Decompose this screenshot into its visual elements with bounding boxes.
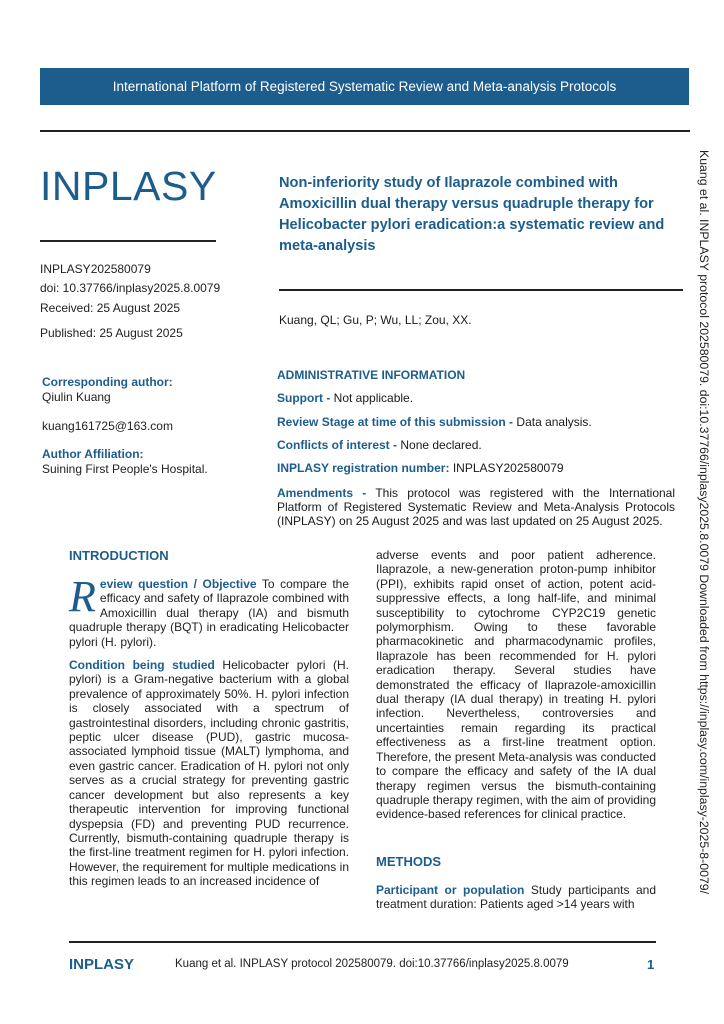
header-rule — [40, 130, 690, 132]
support-label: Support - — [277, 391, 331, 405]
admin-conflicts — [277, 438, 675, 452]
corresponding-author-email[interactable]: kuang161725@163.com — [42, 419, 173, 433]
intro-continuation: adverse events and poor patient adherence. Ilaprazole, a new-generation proton-pump inhibitor (PPI), exhibits rapid onset of action, potent acid-suppressive effects, a long half-life, and minimal susceptibility to cytochrome CYP2C19 genetic polymorphism. Owing to these favorable pharmacokinetic and pharmacodynamic profiles, Ilaprazole has been recommended for H. pylori eradication therapy. Several studies have demonstrated the efficacy of Ilaprazole-amoxicillin dual therapy (IA dual therapy) in treating H. pylori infection. Nevertheless, controversies and uncertainties remain regarding its practical effectiveness as a first-line treatment option. Therefore, the present Meta-analysis was conducted to compare the efficacy and safety of the IA dual therapy regimen versus the bismuth-containing quadruple therapy regimen, with the aim of providing evidence-based references for clinical practice. — [376, 548, 656, 822]
admin-heading: ADMINISTRATIVE INFORMATION — [277, 368, 466, 382]
condition-text: Helicobacter pylori (H. pylori) is a Gram-negative bacterium with a global prevalence of approximately 50%. H. pylori infection is closely associated with a spectrum of gastrointestinal disorders, including chronic gastritis, peptic ulcer disease (PUD), gastric mucosa-associated lymphoid tissue (MALT) lymphoma, and even gastric cancer. Eradication of H. pylori not only serves as a crucial strategy for preventing gastric cancer development but also represents a key therapeutic intervention for improving functional dyspepsia (FD) and preventing PUD recurrence. Currently, bismuth-containing quadruple therapy is the first-line treatment regimen for H. pylori infection. However, the requirement for multiple medications in this regimen leads to an increased incidence of — [69, 658, 349, 889]
conflicts-value: None declared. — [397, 438, 482, 452]
doi-text[interactable]: doi: 10.37766/inplasy2025.8.0079 — [40, 281, 221, 295]
corresponding-author-name: Qiulin Kuang — [42, 390, 111, 404]
registration-value: INPLASY202580079 — [449, 461, 564, 475]
corresponding-author-label: Corresponding author: — [42, 375, 173, 389]
page-number: 1 — [647, 957, 655, 972]
registration-label: INPLASY registration number: — [277, 461, 450, 475]
review-question-text: To compare the efficacy and safety of Ilaprazole combined with Amoxicillin dual therapy (IA) and bismuth quadruple therapy (BQT) in eradicating Helicobacter pylori (H. pylori). — [69, 577, 350, 649]
intro-column-left — [69, 572, 350, 889]
methods-paragraph — [376, 883, 656, 912]
footer-citation: Kuang et al. INPLASY protocol 202580079. doi:10.37766/inplasy2025.8.0079 — [175, 958, 569, 970]
drop-cap: R — [69, 572, 96, 621]
condition-label: Condition being studied — [69, 658, 215, 673]
participants-label: Participant or population — [376, 883, 525, 897]
support-value: Not applicable. — [330, 391, 414, 405]
admin-stage — [277, 415, 675, 429]
introduction-heading: INTRODUCTION — [69, 548, 169, 563]
side-citation — [695, 150, 724, 910]
admin-amendments — [277, 486, 675, 528]
review-question-paragraph — [69, 572, 350, 649]
brand-rule — [40, 240, 216, 242]
condition-paragraph — [69, 658, 349, 889]
side-citation-text: Kuang et al. INPLASY protocol 202580079. doi:10.37766/inplasy2025.8.0079 Downloaded from https://inplasy.com/inplasy-2025-8-0079/ — [697, 150, 711, 895]
footer-logo: INPLASY — [69, 956, 135, 973]
affiliation-value: Suining First People's Hospital. — [42, 462, 208, 476]
journal-logo: INPLASY — [40, 163, 217, 209]
registration-id: INPLASY202580079 — [40, 262, 151, 276]
stage-value: Data analysis. — [513, 415, 592, 429]
review-question-label: eview question / Objective — [99, 577, 257, 591]
affiliation-label: Author Affiliation: — [42, 447, 144, 461]
received-date: Received: 25 August 2025 — [40, 301, 181, 315]
amendments-label: Amendments - — [277, 486, 367, 500]
amendments-value: This protocol was registered with the International Platform of Registered Systematic Review and Meta-Analysis Protocols (INPLASY) on 25 August 2025 and was last updated on 25 August 2025. — [277, 486, 675, 528]
admin-registration — [277, 461, 675, 475]
stage-label: Review Stage at time of this submission - — [277, 415, 514, 429]
published-date: Published: 25 August 2025 — [40, 326, 183, 340]
conflicts-label: Conflicts of interest - — [277, 438, 398, 452]
footer-rule — [69, 941, 656, 943]
participants-text: Study participants and treatment duration: Patients aged >14 years with — [376, 883, 656, 912]
author-list: Kuang, QL; Gu, P; Wu, LL; Zou, XX. — [279, 313, 472, 327]
methods-heading: METHODS — [376, 854, 441, 869]
journal-banner: International Platform of Registered Systematic Review and Meta-analysis Protocols — [40, 68, 689, 105]
paper-title: Non-inferiority study of Ilaprazole combined with Amoxicillin dual therapy versus quadruple therapy for Helicobacter pylori eradication:a systematic review and meta-analysis — [279, 175, 665, 254]
title-rule — [279, 289, 683, 291]
admin-support — [277, 391, 675, 405]
intro-column-right — [376, 548, 656, 822]
